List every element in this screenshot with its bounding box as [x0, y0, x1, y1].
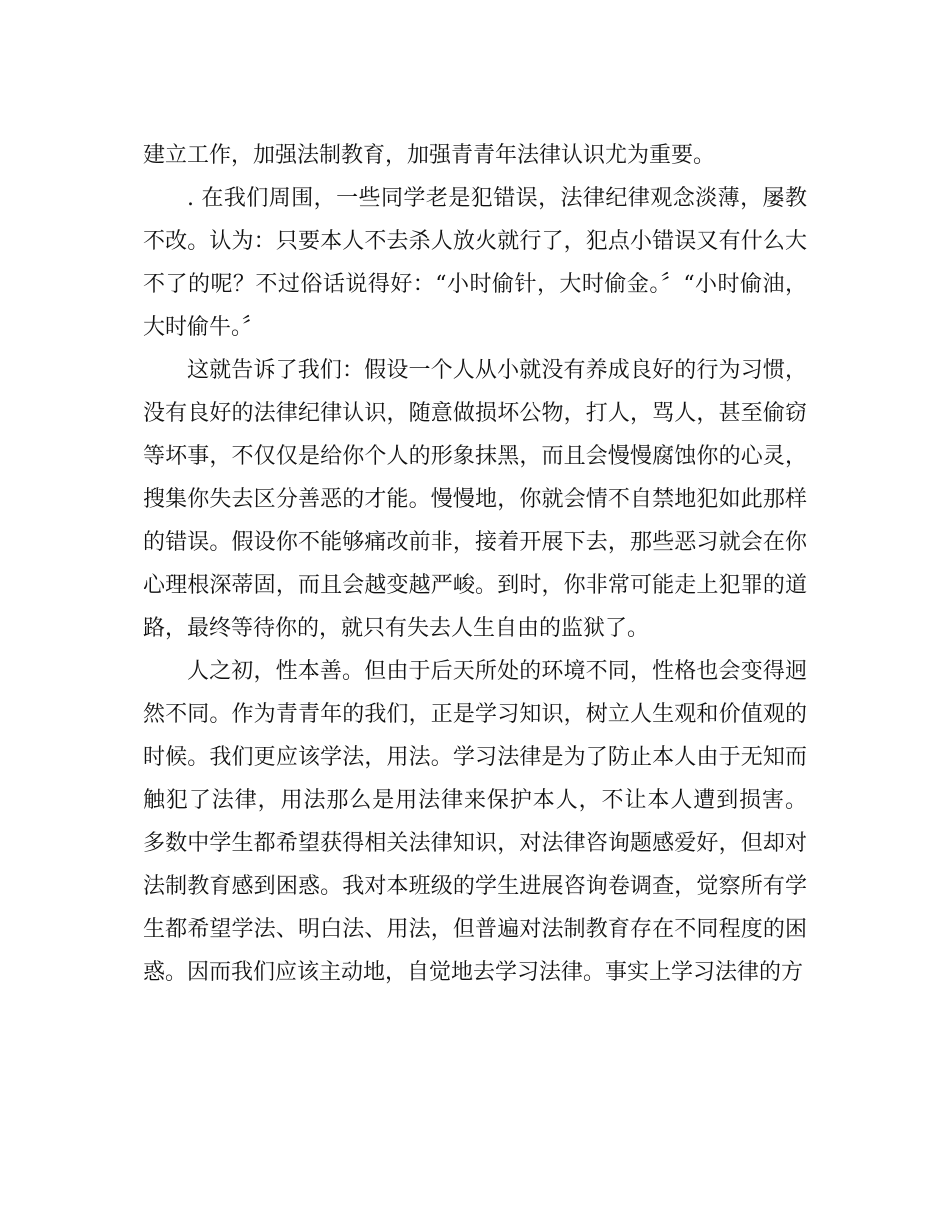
- paragraph-2: . 在我们周围，一些同学老是犯错误，法律纪律观念淡薄，屡教不改。认为：只要本人不去杀人放火就行了，犯点小错误又有什么大不了的呢？不过俗话说得好：“小时偷针，大时偷金。〞“小时偷油，大时偷牛。〞: [143, 186, 807, 340]
- paragraph-1: 建立工作，加强法制教育，加强青青年法律认识尤为重要。: [143, 143, 716, 168]
- body-text: [143, 134, 807, 994]
- paragraph-4: 人之初，性本善。但由于后天所处的环境不同，性格也会变得迥然不同。作为青青年的我们，正是学习知识，树立人生观和价值观的时候。我们更应该学法，用法。学习法律是为了防止本人由于无知而触犯了法律，用法那么是用法律来保护本人，不让本人遭到损害。 多数中学生都希望获得相关法律知识，对法律咨询题感爱好，但却对法制教育感到困惑。我对本班级的学生进展咨询卷调查，觉察所有学生都希望学法、明白法、用法，但普遍对法制教育存在不同程度的困惑。因而我们应该主动地，自觉地去学习法律。事实上学习法律的方: [143, 659, 807, 985]
- paragraph-3: 这就告诉了我们：假设一个人从小就没有养成良好的行为习惯，没有良好的法律纪律认识，随意做损坏公物，打人，骂人，甚至偷窃等坏事，不仅仅是给你个人的形象抹黑，而且会慢慢腐蚀你的心灵，搜集你失去区分善恶的才能。慢慢地，你就会情不自禁地犯如此那样的错误。假设你不能够痛改前非，接着开展下去，那些恶习就会在你心理根深蒂固，而且会越变越严峻。到时，你非常可能走上犯罪的道路，最终等待你的，就只有失去人生自由的监狱了。: [143, 358, 807, 641]
